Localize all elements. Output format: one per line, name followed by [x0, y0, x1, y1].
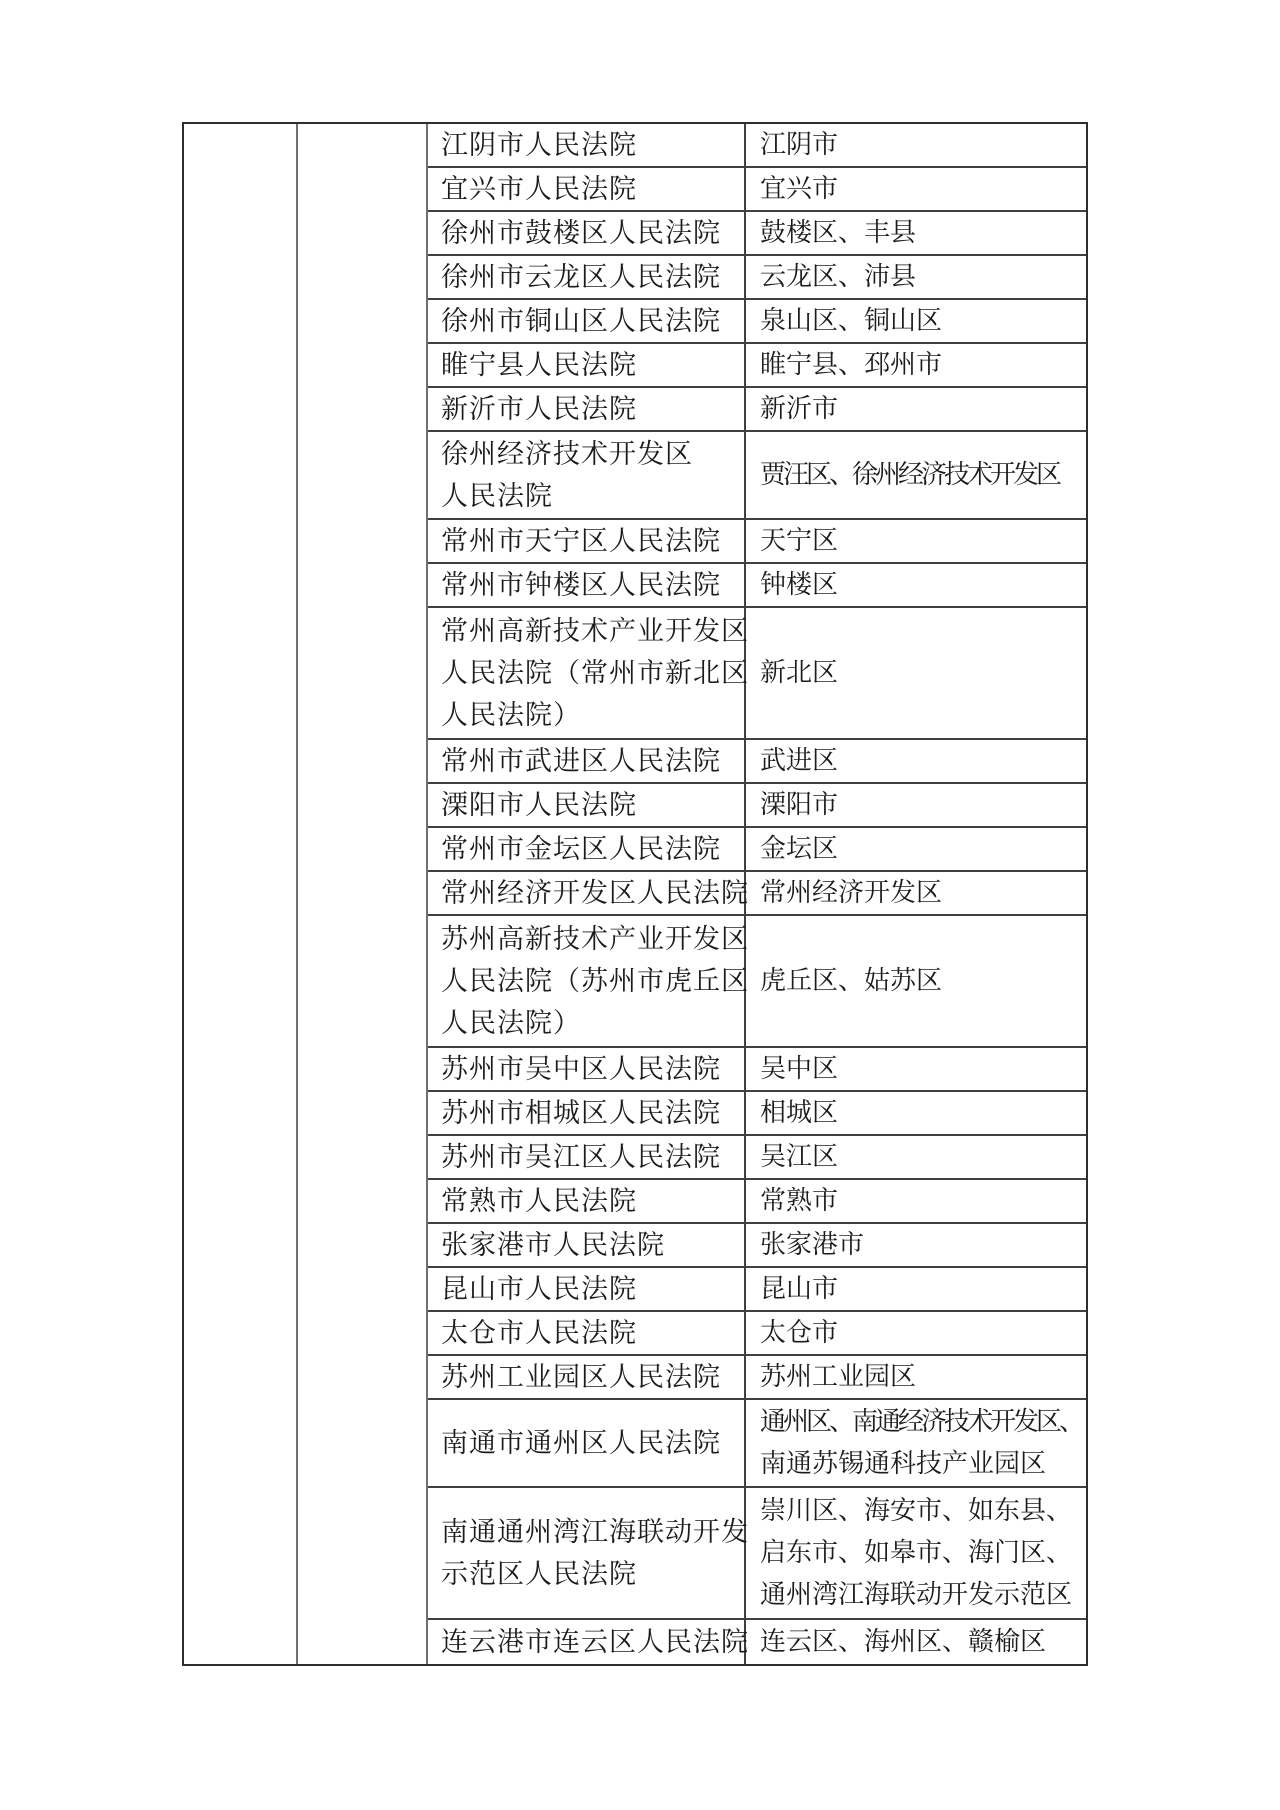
jurisdiction-line: 宜兴市: [760, 174, 839, 203]
court-line: 常州市武进区人民法院: [441, 746, 721, 776]
jurisdiction-line: 吴中区: [760, 1054, 839, 1083]
court-line: 溧阳市人民法院: [441, 790, 637, 820]
court-cell: [428, 300, 746, 342]
court-line: 人民法院（常州市新北区: [441, 658, 749, 688]
court-line: 苏州市相城区人民法院: [441, 1098, 721, 1128]
court-line: 太仓市人民法院: [441, 1318, 637, 1348]
merged-empty-column-1: [184, 124, 298, 1664]
jurisdiction-line: 睢宁县、邳州市: [760, 350, 943, 379]
jurisdiction-line: 连云区、海州区、赣榆区: [760, 1627, 1047, 1656]
court-line: 徐州市鼓楼区人民法院: [441, 218, 721, 248]
table-row: [428, 1136, 1086, 1180]
table-row: [428, 124, 1086, 168]
table-row: [428, 608, 1086, 740]
table-row: [428, 1400, 1086, 1488]
jurisdiction-line: 太仓市: [760, 1318, 839, 1347]
court-line: 苏州工业园区人民法院: [441, 1362, 721, 1392]
court-line: 人民法院）: [441, 1008, 581, 1038]
jurisdiction-cell: [746, 1356, 1086, 1398]
jurisdiction-line: 虎丘区、姑苏区: [760, 966, 943, 995]
jurisdiction-line: 相城区: [760, 1098, 839, 1127]
table-row: [428, 212, 1086, 256]
court-line: 苏州高新技术产业开发区: [441, 924, 749, 954]
jurisdiction-line: 通州区、南通经济技术开发区、: [760, 1407, 1083, 1436]
table-row: [428, 1488, 1086, 1620]
jurisdiction-line: 吴江区: [760, 1142, 839, 1171]
jurisdiction-cell: [746, 1620, 1086, 1664]
court-cell: [428, 520, 746, 562]
jurisdiction-cell: [746, 1136, 1086, 1178]
jurisdiction-cell: [746, 1092, 1086, 1134]
court-cell: [428, 1048, 746, 1090]
court-cell: [428, 1400, 746, 1486]
court-cell: [428, 1312, 746, 1354]
jurisdiction-line: 新沂市: [760, 394, 839, 423]
table-row: [428, 432, 1086, 520]
court-line: 新沂市人民法院: [441, 394, 637, 424]
jurisdiction-cell: [746, 1268, 1086, 1310]
table-row: [428, 256, 1086, 300]
jurisdiction-cell: [746, 344, 1086, 386]
court-cell: [428, 564, 746, 606]
table-row: [428, 564, 1086, 608]
court-line: 徐州经济技术开发区: [441, 439, 693, 469]
court-line: 张家港市人民法院: [441, 1230, 665, 1260]
jurisdiction-line: 常州经济开发区: [760, 878, 943, 907]
table-row: [428, 872, 1086, 916]
jurisdiction-line: 鼓楼区、丰县: [760, 218, 917, 247]
court-cell: [428, 344, 746, 386]
court-line: 徐州市铜山区人民法院: [441, 306, 721, 336]
jurisdiction-cell: [746, 564, 1086, 606]
table-row: [428, 740, 1086, 784]
court-line: 常州高新技术产业开发区: [441, 616, 749, 646]
table-row: [428, 828, 1086, 872]
jurisdiction-cell: [746, 168, 1086, 210]
jurisdiction-line: 常熟市: [760, 1186, 839, 1215]
court-cell: [428, 1356, 746, 1398]
court-cell: [428, 740, 746, 782]
table-row: [428, 1268, 1086, 1312]
court-cell: [428, 872, 749, 914]
jurisdiction-line: 金坛区: [760, 834, 839, 863]
jurisdiction-line: 云龙区、沛县: [760, 262, 917, 291]
jurisdiction-cell: [746, 1048, 1086, 1090]
jurisdiction-cell: [746, 256, 1086, 298]
court-line: 睢宁县人民法院: [441, 350, 637, 380]
court-line: 常州市金坛区人民法院: [441, 834, 721, 864]
jurisdiction-cell: [746, 300, 1086, 342]
court-line: 示范区人民法院: [441, 1559, 637, 1589]
jurisdiction-cell: [746, 916, 1086, 1046]
table-row: [428, 1224, 1086, 1268]
court-cell: [428, 1136, 746, 1178]
jurisdiction-line: 南通苏锡通科技产业园区: [760, 1449, 1047, 1478]
jurisdiction-cell: [746, 828, 1086, 870]
court-cell: [428, 212, 746, 254]
jurisdiction-cell: [746, 784, 1086, 826]
court-cell: [428, 256, 746, 298]
jurisdiction-cell: [746, 388, 1086, 430]
jurisdiction-cell: [746, 520, 1086, 562]
court-cell: [428, 124, 746, 166]
court-line: 连云港市连云区人民法院: [441, 1627, 749, 1657]
table-row: [428, 388, 1086, 432]
court-line: 常熟市人民法院: [441, 1186, 637, 1216]
court-line: 宜兴市人民法院: [441, 174, 637, 204]
table-row: [428, 916, 1086, 1048]
court-line: 人民法院（苏州市虎丘区: [441, 966, 749, 996]
table-row: [428, 520, 1086, 564]
court-cell: [428, 388, 746, 430]
table-row: [428, 1312, 1086, 1356]
court-cell: [428, 916, 749, 1046]
court-line: 人民法院: [441, 481, 553, 511]
jurisdiction-cell: [746, 432, 1086, 518]
jurisdiction-line: 通州湾江海联动开发示范区: [760, 1580, 1073, 1609]
court-cell: [428, 1224, 746, 1266]
court-line: 徐州市云龙区人民法院: [441, 262, 721, 292]
court-line: 常州市钟楼区人民法院: [441, 570, 721, 600]
court-line: 苏州市吴中区人民法院: [441, 1054, 721, 1084]
table-row: [428, 1180, 1086, 1224]
jurisdiction-line: 钟楼区: [760, 570, 839, 599]
merged-empty-column-2: [298, 124, 428, 1664]
court-cell: [428, 432, 746, 518]
court-line: 南通通州湾江海联动开发: [441, 1517, 749, 1547]
jurisdiction-line: 溧阳市: [760, 790, 839, 819]
court-cell: [428, 1092, 746, 1134]
court-cell: [428, 1268, 746, 1310]
court-cell: [428, 608, 749, 738]
jurisdiction-line: 启东市、如皋市、海门区、: [760, 1538, 1073, 1567]
court-cell: [428, 1488, 749, 1618]
jurisdiction-line: 武进区: [760, 746, 839, 775]
jurisdiction-line: 贾汪区、徐州经济技术开发区: [760, 460, 1060, 489]
jurisdiction-cell: [746, 740, 1086, 782]
jurisdiction-line: 江阴市: [760, 130, 839, 159]
jurisdiction-line: 昆山市: [760, 1274, 839, 1303]
court-line: 昆山市人民法院: [441, 1274, 637, 1304]
table-row: [428, 300, 1086, 344]
jurisdiction-cell: [746, 1400, 1086, 1486]
court-cell: [428, 828, 746, 870]
table-row: [428, 1356, 1086, 1400]
court-line: 苏州市吴江区人民法院: [441, 1142, 721, 1172]
jurisdiction-cell: [746, 1224, 1086, 1266]
court-cell: [428, 168, 746, 210]
jurisdiction-cell: [746, 124, 1086, 166]
table-row: [428, 344, 1086, 388]
jurisdiction-cell: [746, 212, 1086, 254]
jurisdiction-cell: [746, 872, 1086, 914]
jurisdiction-line: 张家港市: [760, 1230, 865, 1259]
table-row: [428, 784, 1086, 828]
jurisdiction-cell: [746, 1312, 1086, 1354]
court-cell: [428, 1180, 746, 1222]
jurisdiction-line: 天宁区: [760, 526, 839, 555]
court-cell: [428, 1620, 749, 1664]
jurisdiction-cell: [746, 1488, 1086, 1618]
table-row: [428, 1620, 1086, 1664]
table-row: [428, 168, 1086, 212]
jurisdiction-line: 新北区: [760, 658, 839, 687]
jurisdiction-line: 崇川区、海安市、如东县、: [760, 1496, 1073, 1525]
court-line: 人民法院）: [441, 700, 581, 730]
court-line: 南通市通州区人民法院: [441, 1428, 721, 1458]
court-jurisdiction-table: [182, 122, 1088, 1666]
table-rows: [428, 124, 1086, 1664]
jurisdiction-cell: [746, 1180, 1086, 1222]
court-cell: [428, 784, 746, 826]
court-line: 常州经济开发区人民法院: [441, 878, 749, 908]
court-line: 江阴市人民法院: [441, 130, 637, 160]
table-row: [428, 1092, 1086, 1136]
table-row: [428, 1048, 1086, 1092]
court-line: 常州市天宁区人民法院: [441, 526, 721, 556]
jurisdiction-line: 苏州工业园区: [760, 1362, 917, 1391]
jurisdiction-cell: [746, 608, 1086, 738]
jurisdiction-line: 泉山区、铜山区: [760, 306, 943, 335]
